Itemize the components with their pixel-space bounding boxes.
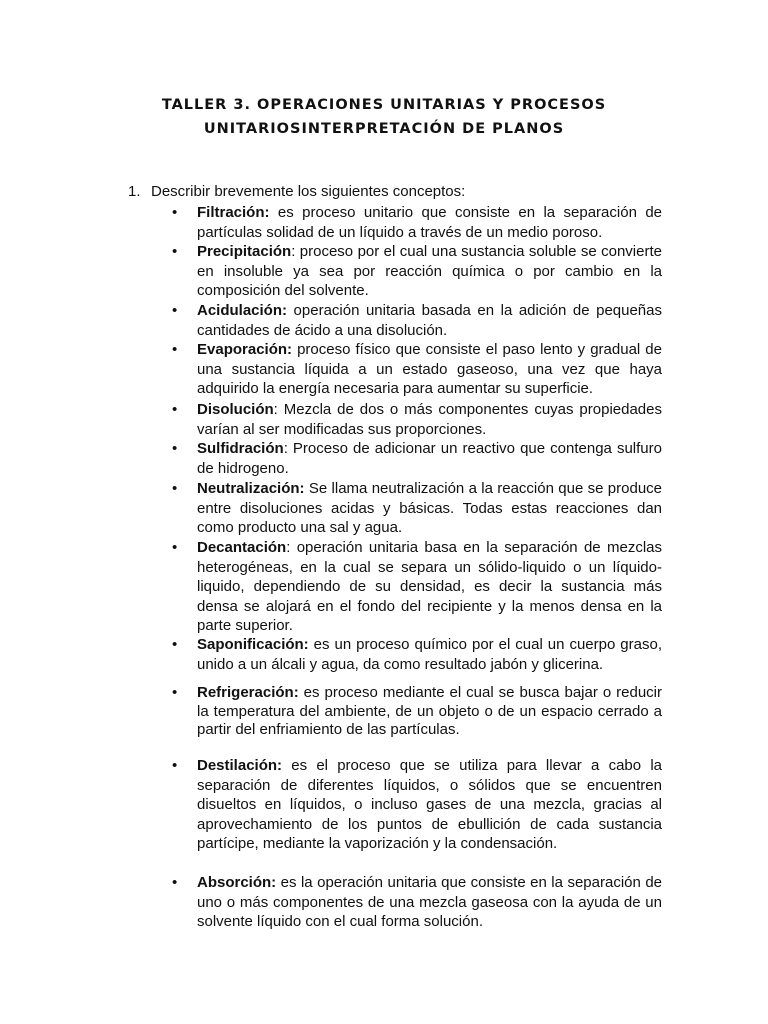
bullet-icon: •: [172, 302, 178, 319]
bullet-icon: •: [172, 636, 178, 653]
concept-item-precipitacion: [172, 242, 662, 301]
concept-item-sulfidracion: [172, 439, 662, 478]
concept-term: Refrigeración:: [197, 684, 299, 701]
bullet-icon: •: [172, 341, 178, 358]
bullet-icon: •: [172, 243, 178, 260]
bullet-icon: •: [172, 204, 178, 221]
question-text: Describir brevemente los siguientes conceptos:: [151, 183, 466, 200]
concept-item-disolucion: [172, 400, 662, 439]
concept-definition: es proceso mediante el cual se busca bajar o reducir la temperatura del ambiente, de un objeto o de un espacio cerrado a partir del enfriamiento de las partículas.: [197, 684, 662, 738]
concept-item-saponificacion: [172, 635, 662, 674]
concept-term: Acidulación:: [197, 302, 288, 319]
concept-item-acidulacion: [172, 301, 662, 340]
concept-item-evaporacion: [172, 340, 662, 399]
concept-definition: : operación unitaria basa en la separación de mezclas heterogéneas, en la cual se separa un sólido-liquido o un líquido-liquido, dependiendo de su densidad, es decir la sustancia más densa se alojará en el fondo del recipiente y la menos densa en la parte superior.: [197, 539, 662, 635]
concept-item-refrigeracion: [172, 684, 662, 740]
concept-definition: operación unitaria basada en la adición de pequeñas cantidades de ácido a una disolución.: [197, 302, 662, 339]
concept-term: Neutralización:: [197, 480, 305, 497]
concept-definition: proceso físico que consiste el paso lento y gradual de una sustancia líquida a un estado gaseoso, una vez que haya adquirido la energía necesaria para aumentar su superficie.: [197, 341, 662, 398]
concept-term: Filtración:: [197, 204, 270, 221]
bullet-icon: •: [172, 401, 178, 418]
concept-term: Sulfidración: [197, 440, 284, 457]
question-number: 1.: [128, 183, 141, 200]
bullet-icon: •: [172, 539, 178, 556]
document-title: [0, 93, 768, 141]
concept-item-neutralizacion: [172, 479, 662, 538]
concept-definition: : Mezcla de dos o más componentes cuyas propiedades varían al ser modificadas sus proporciones.: [197, 401, 662, 438]
bullet-icon: •: [172, 480, 178, 497]
title-line-2: UNITARIOSINTERPRETACIÓN DE PLANOS: [203, 121, 565, 137]
concept-term: Saponificación:: [197, 636, 309, 653]
bullet-icon: •: [172, 757, 178, 774]
concept-term: Disolución: [197, 401, 274, 418]
concept-definition: Se llama neutralización a la reacción que se produce entre disoluciones acidas y básicas. Todas estas reacciones dan como producto una sal y agua.: [197, 480, 662, 537]
bullet-icon: •: [172, 684, 178, 701]
concept-definition: : proceso por el cual una sustancia soluble se convierte en insoluble ya sea por reacción química o por cambio en la composición del solvente.: [197, 243, 662, 300]
title-line-1: TALLER 3. OPERACIONES UNITARIAS Y PROCESOS: [161, 97, 607, 113]
concept-term: Destilación:: [197, 757, 283, 774]
question-1: [128, 182, 465, 202]
bullet-icon: •: [172, 440, 178, 457]
concept-definition: : Proceso de adicionar un reactivo que contenga sulfuro de hidrogeno.: [197, 440, 662, 477]
concept-definition: es la operación unitaria que consiste en la separación de uno o más componentes de una mezcla gaseosa con la ayuda de un solvente líquido con el cual forma solución.: [197, 874, 662, 931]
bullet-icon: •: [172, 874, 178, 891]
concept-definition: es el proceso que se utiliza para llevar a cabo la separación de diferentes líquidos, o sólidos que se encuentren disueltos en líquidos, o incluso gases de una mezcla, gracias al aprovechamiento de los puntos de ebullición de cada sustancia partícipe, mediante la vaporización y la condensación.: [197, 757, 662, 853]
concept-item-filtracion: [172, 203, 662, 242]
concept-term: Decantación: [197, 539, 287, 556]
concept-term: Absorción:: [197, 874, 277, 891]
concept-item-absorcion: [172, 873, 662, 932]
concept-definition: es un proceso químico por el cual un cuerpo graso, unido a un álcali y agua, da como resultado jabón y glicerina.: [197, 636, 662, 673]
concept-item-destilacion: [172, 756, 662, 854]
concept-term: Precipitación: [197, 243, 292, 260]
concept-term: Evaporación:: [197, 341, 293, 358]
concept-definition: es proceso unitario que consiste en la separación de partículas solidad de un líquido a través de un medio poroso.: [197, 204, 662, 241]
concept-item-decantacion: [172, 538, 662, 636]
